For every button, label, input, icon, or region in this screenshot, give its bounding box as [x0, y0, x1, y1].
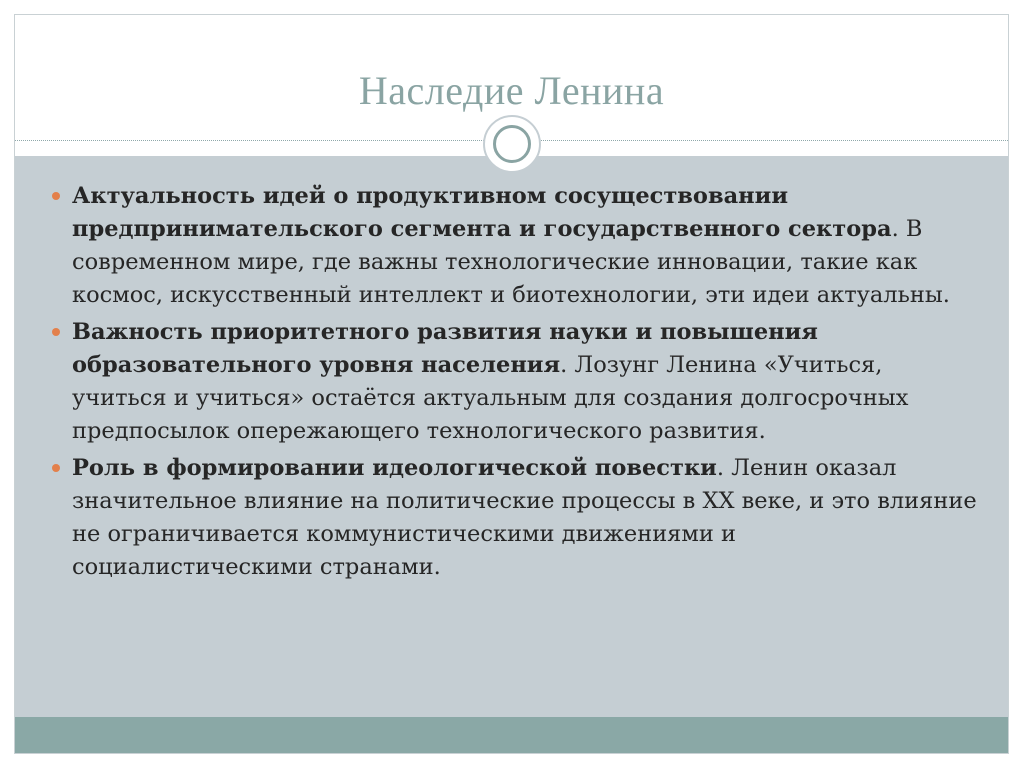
circle-ring-icon: [483, 115, 541, 173]
bullet-item: [52, 316, 982, 448]
bullet-heading: Важность приоритетного развития науки и повышения образовательного уровня населения: [72, 319, 818, 378]
bullet-item: [52, 180, 982, 312]
ring-inner: [493, 125, 531, 163]
bullet-list: [52, 180, 982, 588]
bullet-dot-icon: [52, 328, 60, 336]
bullet-heading: Роль в формировании идеологической повестки: [72, 455, 717, 481]
bullet-dot-icon: [52, 192, 60, 200]
bullet-dot-icon: [52, 464, 60, 472]
bullet-text: . Лозунг Ленина «Учиться, учиться и учиться» остаётся актуальным для создания долгосрочных предпосылок опережающего технологического развития.: [72, 352, 909, 444]
slide-title: Наследие Ленина: [358, 68, 665, 113]
bottom-bar: [15, 717, 1008, 753]
bullet-heading: Актуальность идей о продуктивном сосуществовании предпринимательского сегмента и государственного сектора: [72, 183, 892, 242]
bullet-text: . Ленин оказал значительное влияние на политические процессы в XX веке, и это влияние не ограничивается коммунистическими движениями и социалистическими странами.: [72, 455, 977, 580]
bullet-text: . В современном мире, где важны технологические инновации, такие как космос, искусственный интеллект и биотехнологии, эти идеи актуальны.: [72, 216, 950, 308]
bullet-item: [52, 452, 982, 584]
